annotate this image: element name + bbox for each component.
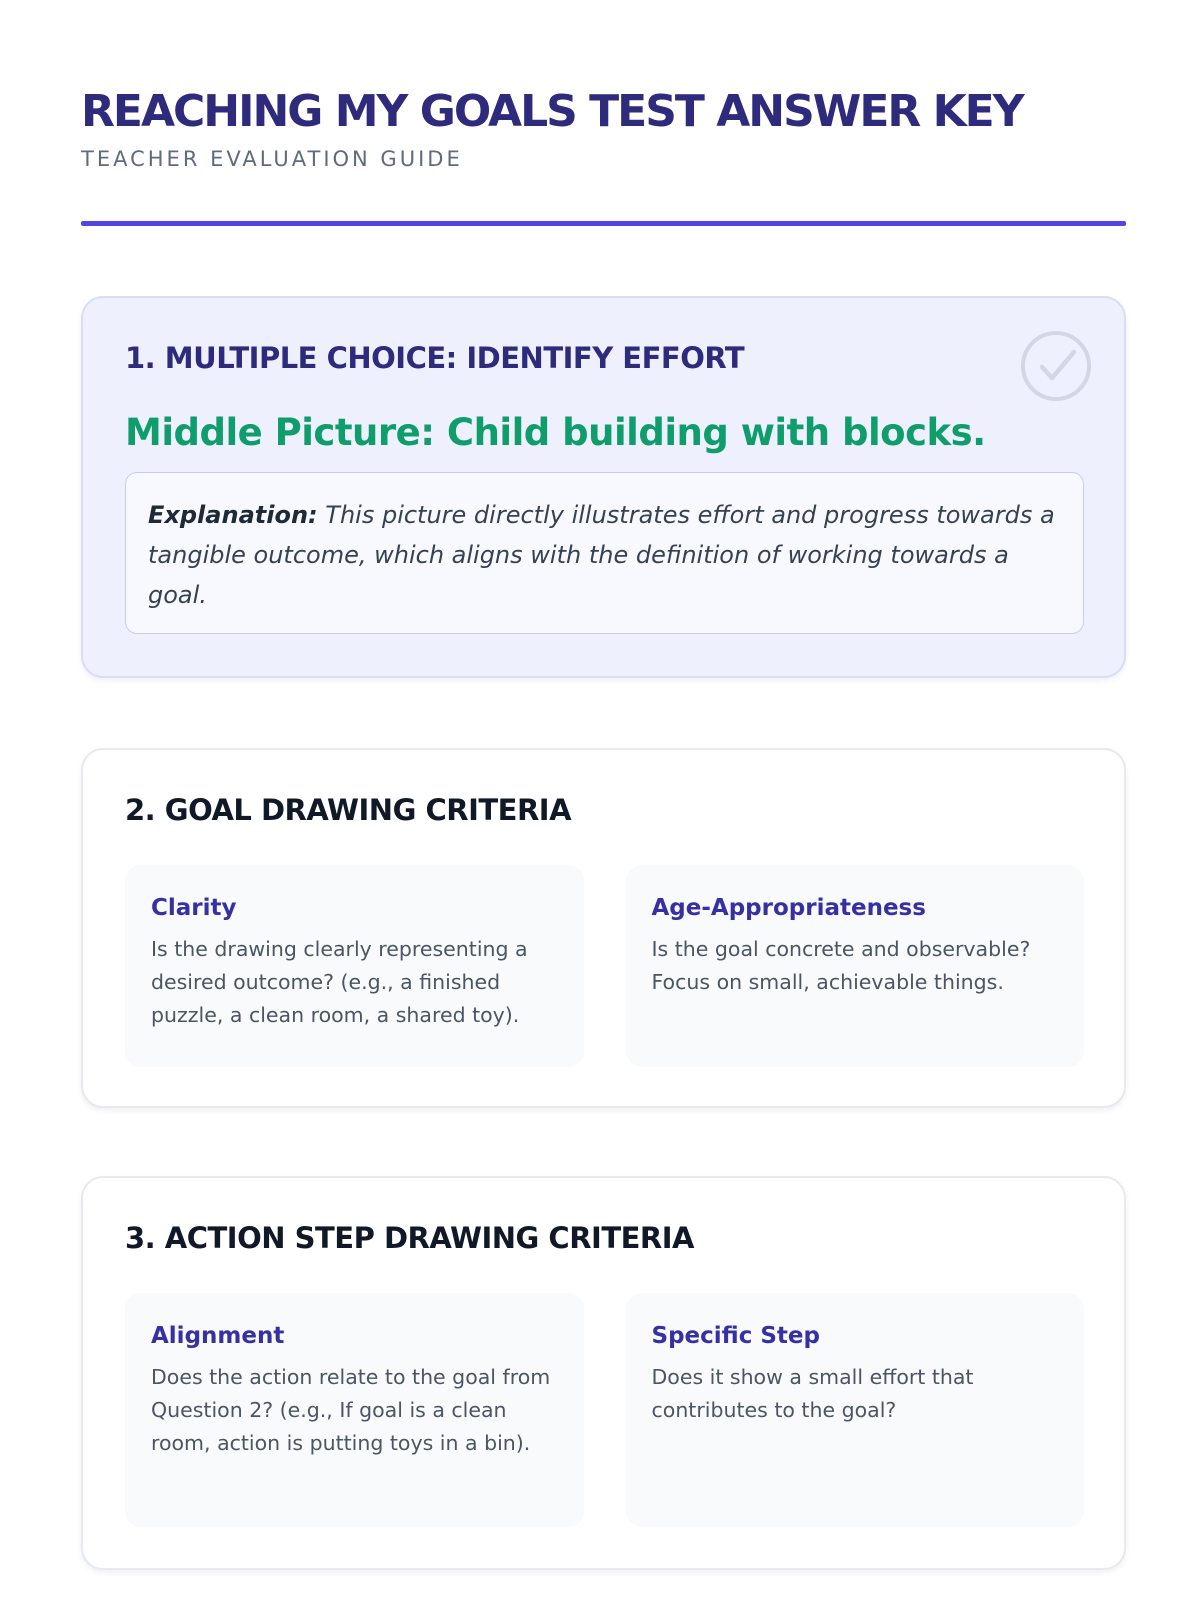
check-circle-icon [1018,328,1094,404]
section-title: 3. ACTION STEP DRAWING CRITERIA [125,1221,694,1255]
section-goal-drawing [81,748,1126,1108]
criterion-description: Does it show a small effort that contributes to the goal? [651,1365,974,1422]
page-header [81,84,1126,172]
criterion-description: Is the drawing clearly representing a desired outcome? (e.g., a finished puzzle, a clean room, a shared toy). [151,937,528,1027]
section-title: 2. GOAL DRAWING CRITERIA [125,793,572,827]
criterion-title: Alignment [151,1323,285,1349]
correct-answer: Middle Picture: Child building with blocks. [125,411,986,454]
criterion-title: Specific Step [651,1323,820,1349]
section-title: 1. MULTIPLE CHOICE: IDENTIFY EFFORT [125,341,745,375]
page-title: REACHING MY GOALS TEST ANSWER KEY [81,86,1023,137]
criterion-description: Is the goal concrete and observable? Focus on small, achievable things. [651,937,1031,994]
criteria-grid [125,865,1084,1067]
explanation-box [125,472,1084,634]
criterion-description: Does the action relate to the goal from Question 2? (e.g., If goal is a clean room, action is putting toys in a bin). [151,1365,551,1455]
section-multiple-choice [81,296,1126,678]
page-subtitle: TEACHER EVALUATION GUIDE [81,147,463,171]
criteria-grid [125,1293,1084,1527]
criterion-title: Clarity [151,895,237,921]
header-divider [81,221,1126,226]
criterion-card [626,1293,1085,1527]
section-action-step-drawing [81,1176,1126,1570]
criterion-card [626,865,1085,1067]
criterion-card [125,865,584,1067]
criterion-title: Age-Appropriateness [651,895,926,921]
criterion-card [125,1293,584,1527]
explanation-label: Explanation: [148,501,318,529]
explanation-text: This picture directly illustrates effort and progress towards a tangible outcome, which aligns with the definition of working towards a goal. [148,501,1055,609]
